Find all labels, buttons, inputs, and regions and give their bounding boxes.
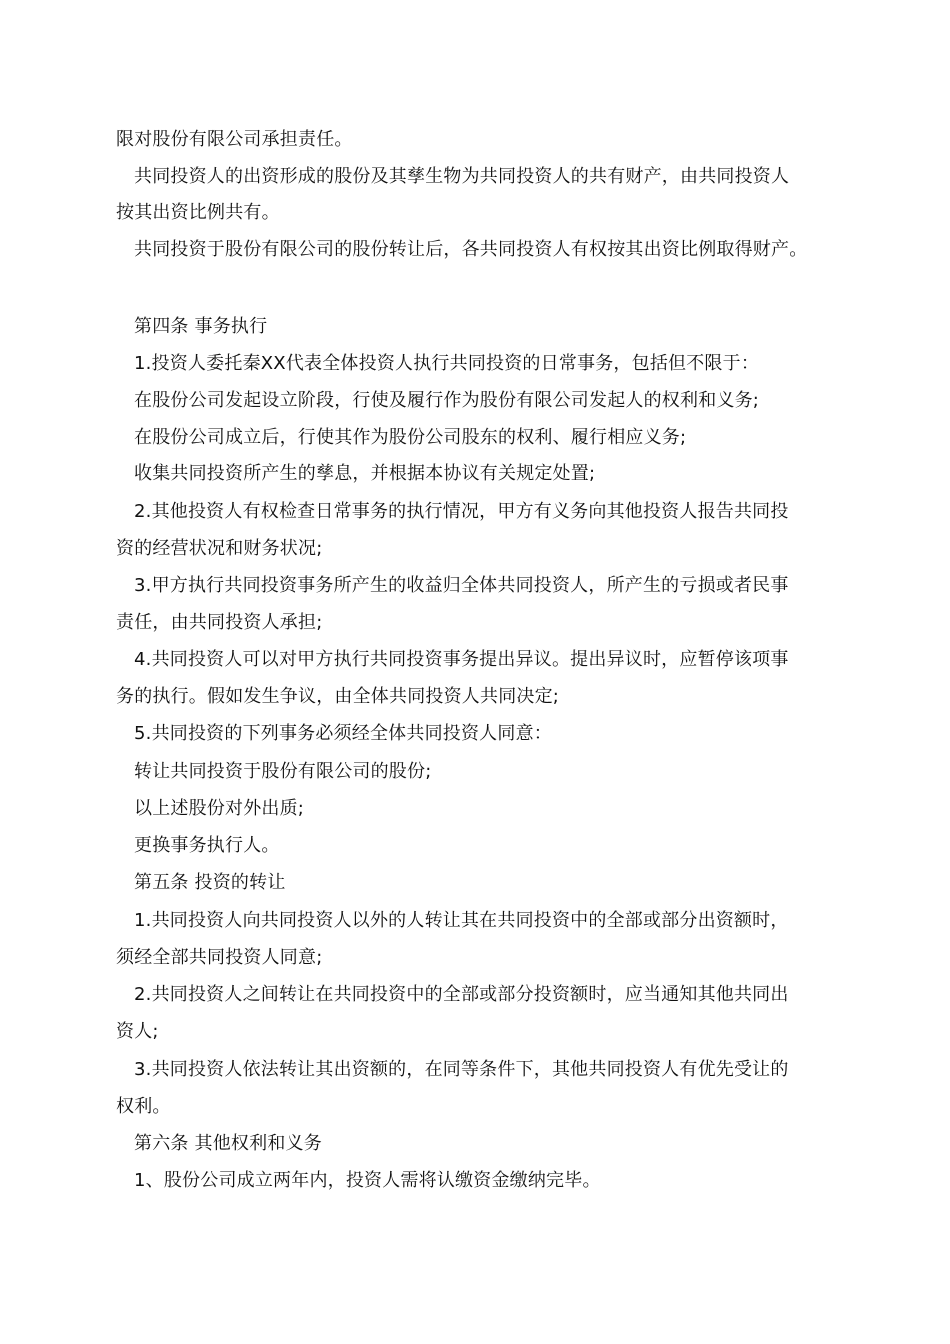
paragraph-line: 责任，由共同投资人承担; <box>116 612 323 633</box>
paragraph-line: 在股份公司发起设立阶段，行使及履行作为股份有限公司发起人的权利和义务; <box>134 390 760 411</box>
paragraph-line: 资的经营状况和财务状况; <box>116 538 323 559</box>
paragraph-line: 更换事务执行人。 <box>134 835 280 856</box>
paragraph-line: 2.共同投资人之间转让在共同投资中的全部或部分投资额时，应当通知其他共同出 <box>134 984 789 1005</box>
paragraph-line: 1.投资人委托秦XX代表全体投资人执行共同投资的日常事务，包括但不限于： <box>134 353 760 374</box>
paragraph-line: 3.共同投资人依法转让其出资额的，在同等条件下，其他共同投资人有优先受让的 <box>134 1059 789 1080</box>
section-heading: 第四条 事务执行 <box>134 316 268 337</box>
section-heading: 第五条 投资的转让 <box>134 872 286 893</box>
paragraph-line: 转让共同投资于股份有限公司的股份; <box>134 761 432 782</box>
paragraph-line: 4.共同投资人可以对甲方执行共同投资事务提出异议。提出异议时，应暂停该项事 <box>134 649 789 670</box>
section-heading: 第六条 其他权利和义务 <box>134 1133 322 1154</box>
paragraph-line: 以上述股份对外出质; <box>134 798 305 819</box>
paragraph-line: 5.共同投资的下列事务必须经全体共同投资人同意： <box>134 723 552 744</box>
paragraph-line: 共同投资于股份有限公司的股份转让后，各共同投资人有权按其出资比例取得财产。 <box>134 239 808 260</box>
paragraph-line: 按其出资比例共有。 <box>116 202 280 223</box>
paragraph-line: 共同投资人的出资形成的股份及其孳生物为共同投资人的共有财产，由共同投资人 <box>134 166 790 187</box>
paragraph-line: 3.甲方执行共同投资事务所产生的收益归全体共同投资人，所产生的亏损或者民事 <box>134 575 789 596</box>
paragraph-line: 在股份公司成立后，行使其作为股份公司股东的权利、履行相应义务; <box>134 427 687 448</box>
paragraph-line: 务的执行。假如发生争议，由全体共同投资人共同决定; <box>116 686 560 707</box>
paragraph-line: 收集共同投资所产生的孳息，并根据本协议有关规定处置; <box>134 463 596 484</box>
paragraph-line: 1.共同投资人向共同投资人以外的人转让其在共同投资中的全部或部分出资额时， <box>134 910 789 931</box>
paragraph-line: 权利。 <box>116 1096 171 1117</box>
paragraph-line: 2.其他投资人有权检查日常事务的执行情况，甲方有义务向其他投资人报告共同投 <box>134 501 789 522</box>
paragraph-line: 限对股份有限公司承担责任。 <box>116 129 353 150</box>
paragraph-line: 1、股份公司成立两年内，投资人需将认缴资金缴纳完毕。 <box>134 1170 601 1191</box>
paragraph-line: 资人; <box>116 1021 159 1042</box>
paragraph-line: 须经全部共同投资人同意; <box>116 947 323 968</box>
